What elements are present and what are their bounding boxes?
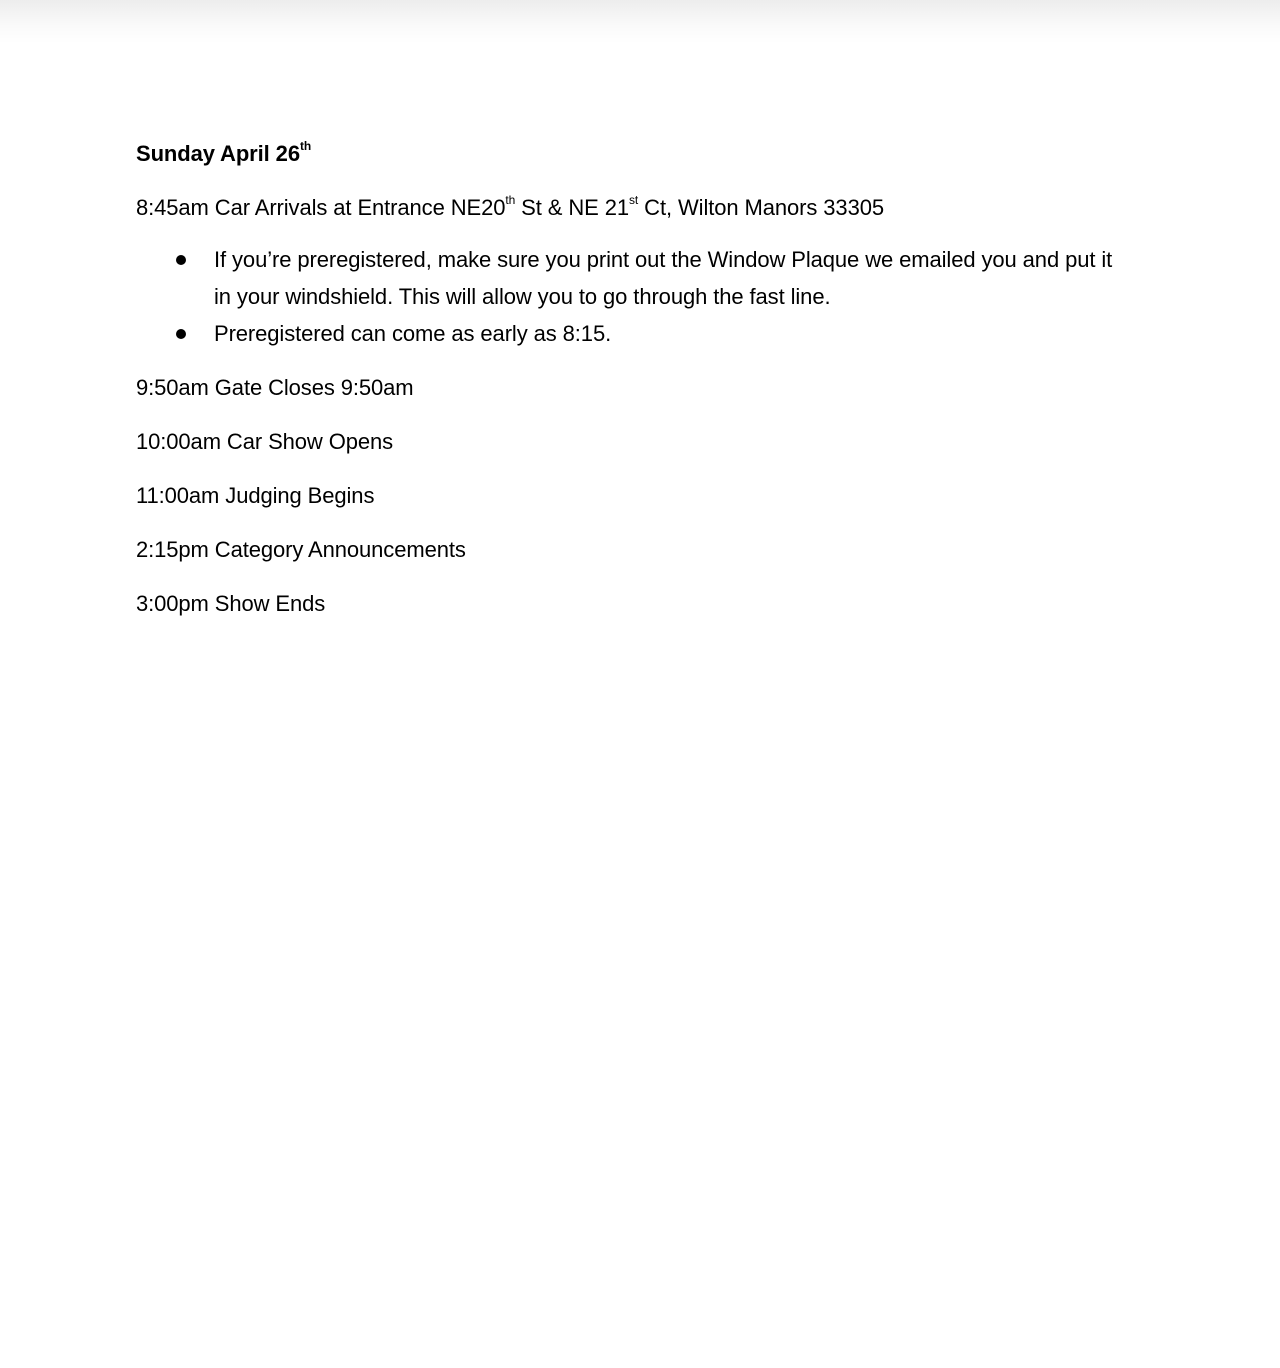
schedule-item-announcements: 2:15pm Category Announcements <box>136 537 466 562</box>
list-item <box>136 241 1136 315</box>
document-page <box>136 139 1136 643</box>
date-heading-ordinal: th <box>299 138 312 153</box>
arrival-ordinal-2: st <box>629 192 639 207</box>
schedule-item-show-opens: 10:00am Car Show Opens <box>136 429 394 454</box>
arrival-text-3: Ct, Wilton Manors 33305 <box>638 195 884 220</box>
arrival-line <box>136 193 1136 223</box>
viewer-top-shadow <box>0 0 1280 44</box>
list-item-text: If you’re preregistered, make sure you print out the Window Plaque we emailed you and put it in your windshield. This will allow you to go through the fast line. <box>214 247 1113 309</box>
schedule-list <box>136 373 1136 619</box>
arrival-text-1: 8:45am Car Arrivals at Entrance NE20 <box>136 195 506 220</box>
bullet-icon <box>176 329 186 339</box>
arrival-ordinal-1: th <box>505 192 516 207</box>
date-heading-text: Sunday April 26 <box>136 141 300 166</box>
schedule-item-judging: 11:00am Judging Begins <box>136 483 375 508</box>
schedule-item-gate-closes: 9:50am Gate Closes 9:50am <box>136 375 414 400</box>
arrival-text-2: St & NE 21 <box>515 195 630 220</box>
arrival-notes-list <box>136 241 1136 352</box>
list-item <box>136 315 1136 352</box>
list-item-text: Preregistered can come as early as 8:15. <box>214 321 612 346</box>
date-heading <box>136 139 1136 169</box>
bullet-icon <box>176 255 186 265</box>
schedule-item-show-ends: 3:00pm Show Ends <box>136 591 326 616</box>
